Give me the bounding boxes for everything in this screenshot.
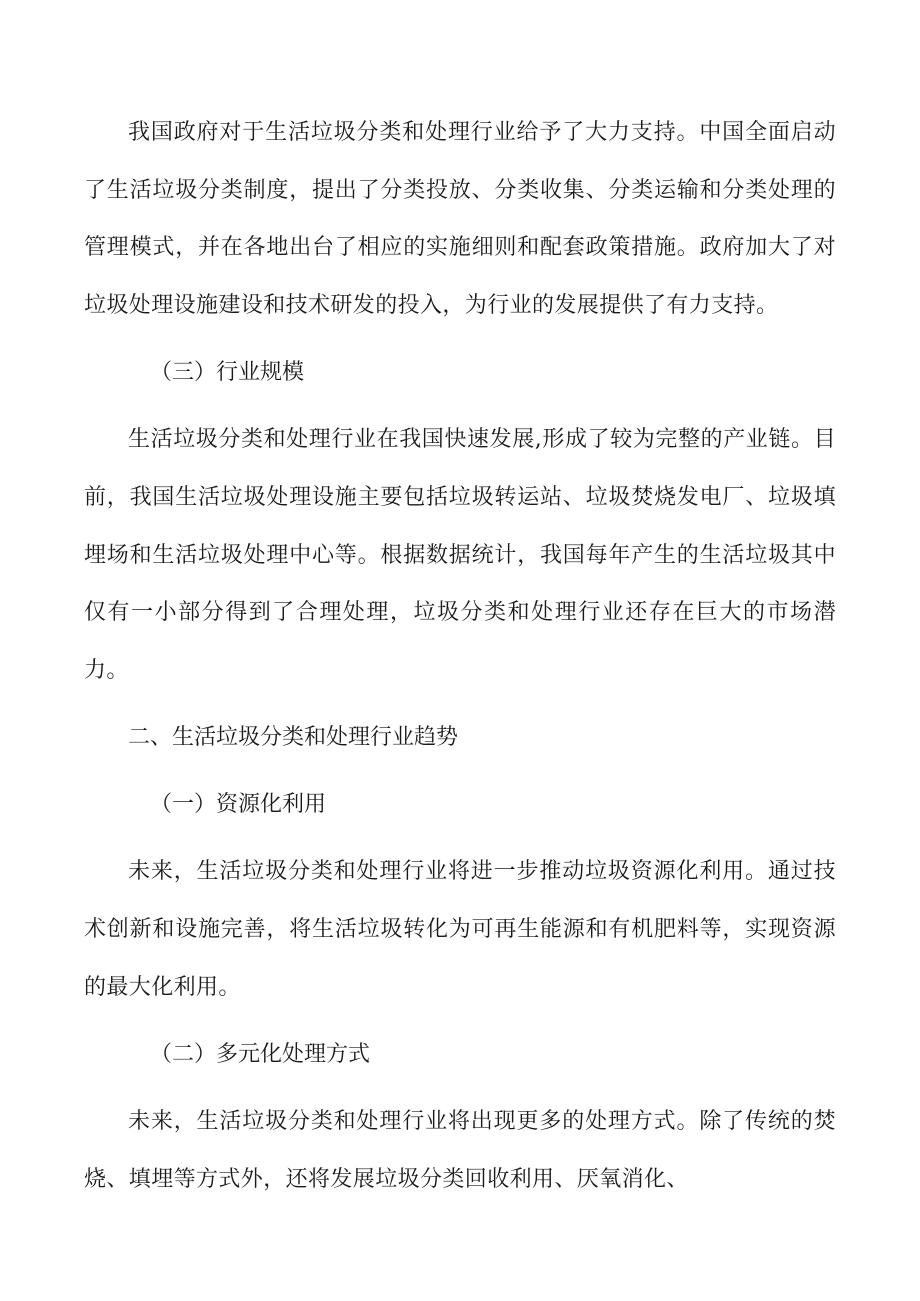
- heading-industry-trends: 二、生活垃圾分类和处理行业趋势: [128, 725, 459, 751]
- paragraph-industry-scale: 生活垃圾分类和处理行业在我国快速发展,形成了较为完整的产业链。目前，我国生活垃圾处理设施主要包括垃圾转运站、垃圾焚烧发电厂、垃圾填埋场和生活垃圾处理中心等。根据数据统计，我国每年产生的生活垃圾其中仅有一小部分得到了合理处理，垃圾分类和处理行业还存在巨大的市场潜力。: [84, 427, 836, 683]
- paragraph-diversified-methods: 未来，生活垃圾分类和处理行业将出现更多的处理方式。除了传统的焚烧、填埋等方式外，还将发展垃圾分类回收利用、厌氧消化、: [84, 1109, 836, 1192]
- paragraph-government-support: 我国政府对于生活垃圾分类和处理行业给予了大力支持。中国全面启动了生活垃圾分类制度，提出了分类投放、分类收集、分类运输和分类处理的管理模式，并在各地出台了相应的实施细则和配套政策措施。政府加大了对垃圾处理设施建设和技术研发的投入，为行业的发展提供了有力支持。: [84, 120, 836, 318]
- subheading-resource-utilization: （一）资源化利用: [150, 792, 327, 818]
- document-page: [84, 104, 836, 1208]
- subheading-diversified-methods: （二）多元化处理方式: [150, 1042, 371, 1068]
- subheading-industry-scale: （三）行业规模: [150, 360, 305, 386]
- paragraph-resource-utilization: 未来，生活垃圾分类和处理行业将进一步推动垃圾资源化利用。通过技术创新和设施完善，将生活垃圾转化为可再生能源和有机肥料等，实现资源的最大化利用。: [84, 859, 836, 1000]
